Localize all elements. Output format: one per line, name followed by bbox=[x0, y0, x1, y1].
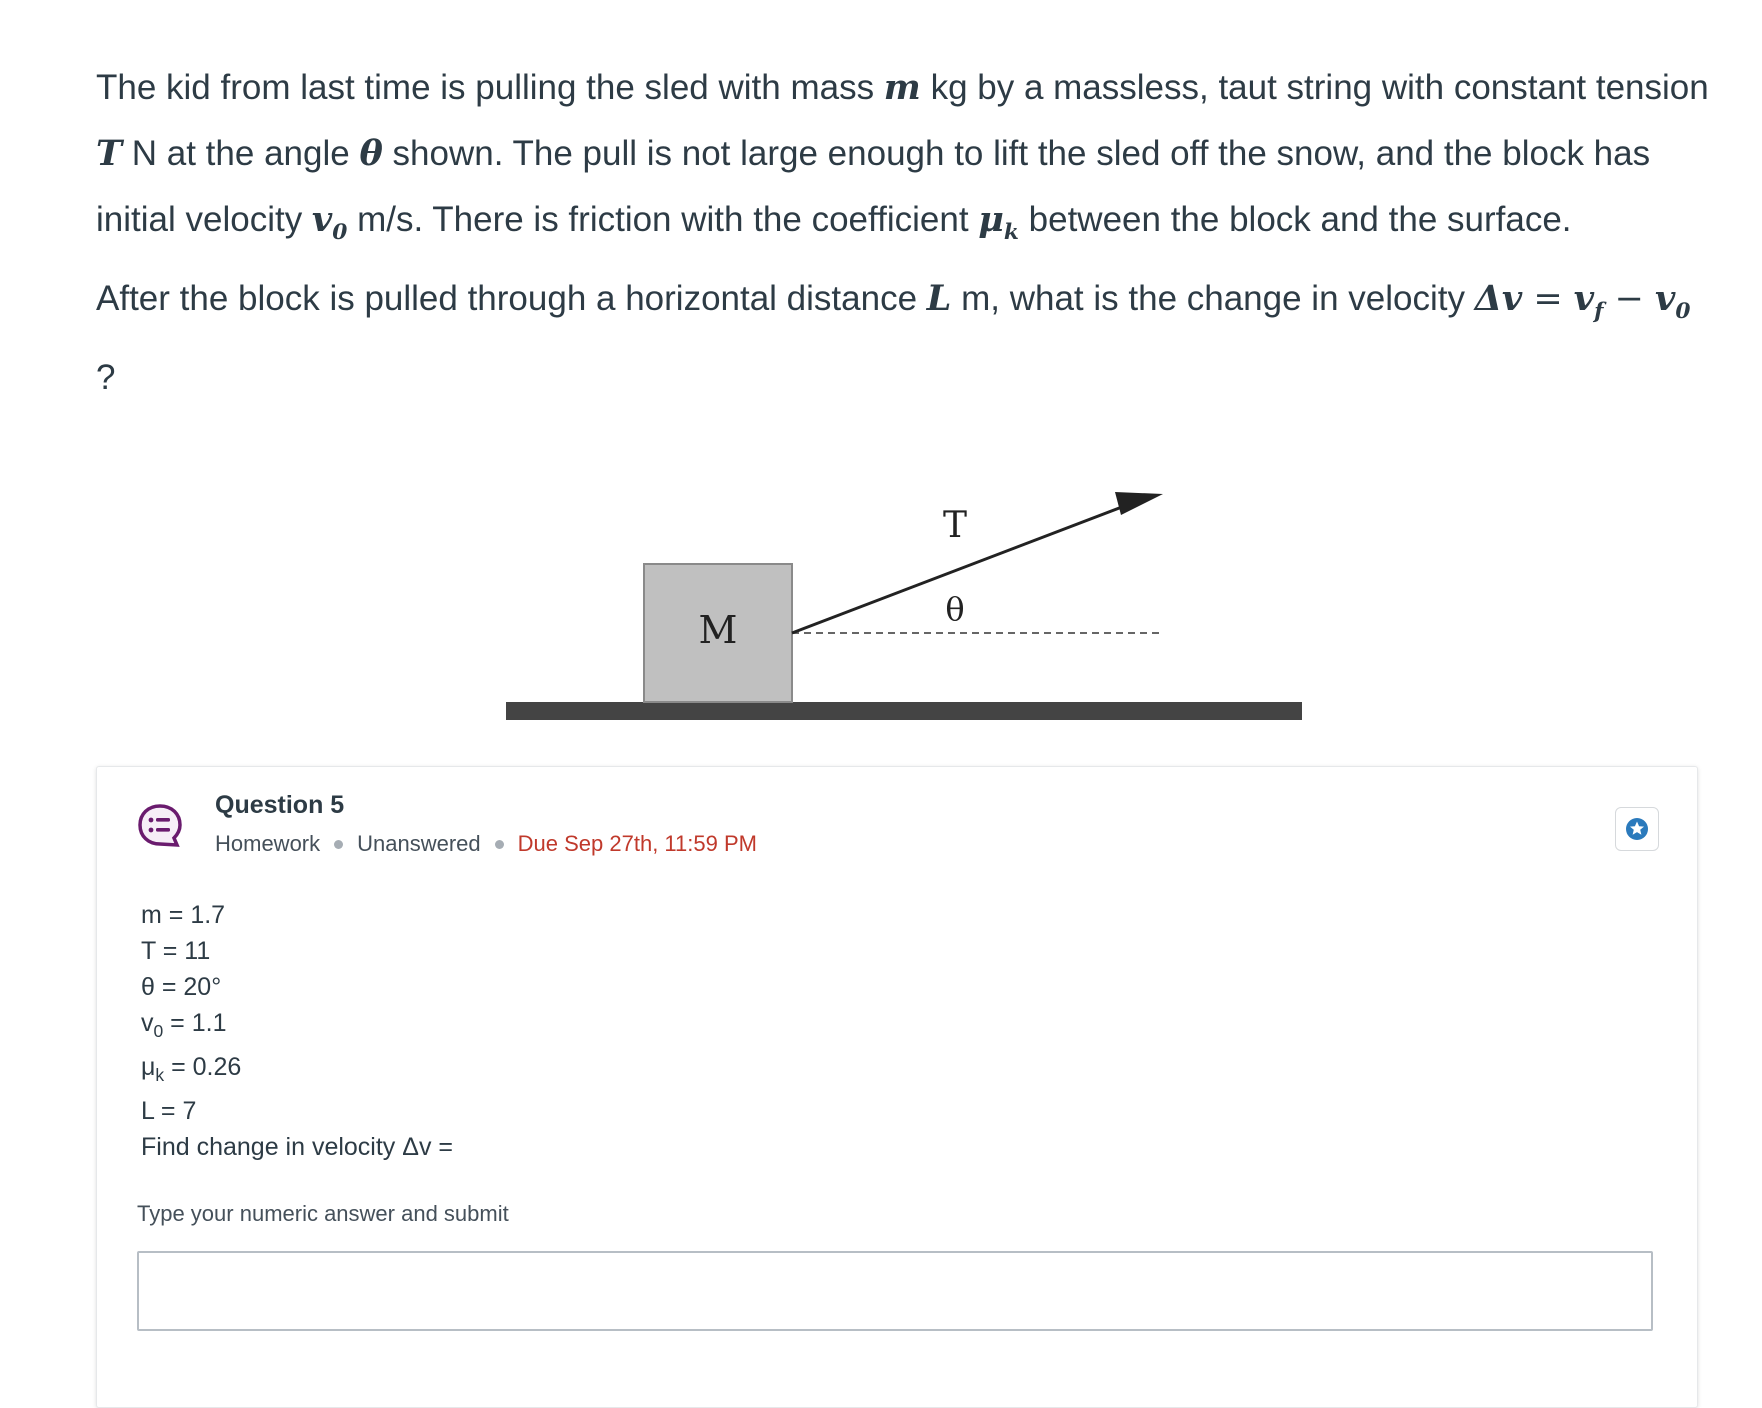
question-chat-icon bbox=[137, 803, 183, 849]
answer-label: Type your numeric answer and submit bbox=[137, 1201, 509, 1226]
problem-line-3: initial velocity $v_0$ m/s. There is friction with the coefficient $\mu_k$ between the block and the surface. bbox=[96, 199, 1572, 245]
given-angle: θ = 20° bbox=[141, 973, 222, 1001]
given-friction-coefficient: $\mu_k = 0.26$ bbox=[141, 1053, 242, 1085]
question-status: Unanswered bbox=[357, 831, 481, 856]
question-type: Homework bbox=[215, 831, 321, 856]
angle-label: θ bbox=[945, 590, 965, 628]
numeric-answer-input[interactable] bbox=[137, 1251, 1653, 1331]
block-label: M bbox=[698, 608, 738, 652]
sled-diagram bbox=[500, 478, 1320, 728]
problem-line-4: After the block is pulled through a horizontal distance L m, what is the change in velocity $\Delta v = v_f - v_0$ bbox=[96, 278, 1691, 324]
problem-line-5: ? bbox=[96, 358, 116, 397]
problem-statement bbox=[96, 55, 1716, 411]
problem-line-1: The kid from last time is pulling the sled with mass m kg by a massless, taut string with constant tension bbox=[96, 67, 1709, 108]
star-pin-icon bbox=[1625, 817, 1649, 841]
given-tension: T = 11 bbox=[141, 937, 211, 965]
ground-surface bbox=[506, 702, 1302, 720]
find-prompt: Find change in velocity Δv = bbox=[141, 1133, 453, 1161]
given-initial-velocity: $v_0 = 1.1$ bbox=[141, 1009, 227, 1041]
question-meta bbox=[215, 831, 757, 857]
given-distance: L = 7 bbox=[141, 1097, 197, 1125]
question-card bbox=[96, 766, 1698, 1408]
tension-label: T bbox=[942, 505, 968, 546]
given-values bbox=[141, 897, 453, 1165]
question-title: Question 5 bbox=[215, 791, 345, 819]
tension-arrowhead bbox=[1115, 492, 1163, 515]
separator-dot bbox=[495, 840, 504, 849]
due-date: Due Sep 27th, 11:59 PM bbox=[517, 831, 757, 856]
given-mass: m = 1.7 bbox=[141, 901, 226, 929]
problem-line-2: T N at the angle θ shown. The pull is not large enough to lift the sled off the snow, and the block has bbox=[96, 133, 1651, 174]
separator-dot bbox=[334, 840, 343, 849]
pin-button[interactable] bbox=[1615, 807, 1659, 851]
